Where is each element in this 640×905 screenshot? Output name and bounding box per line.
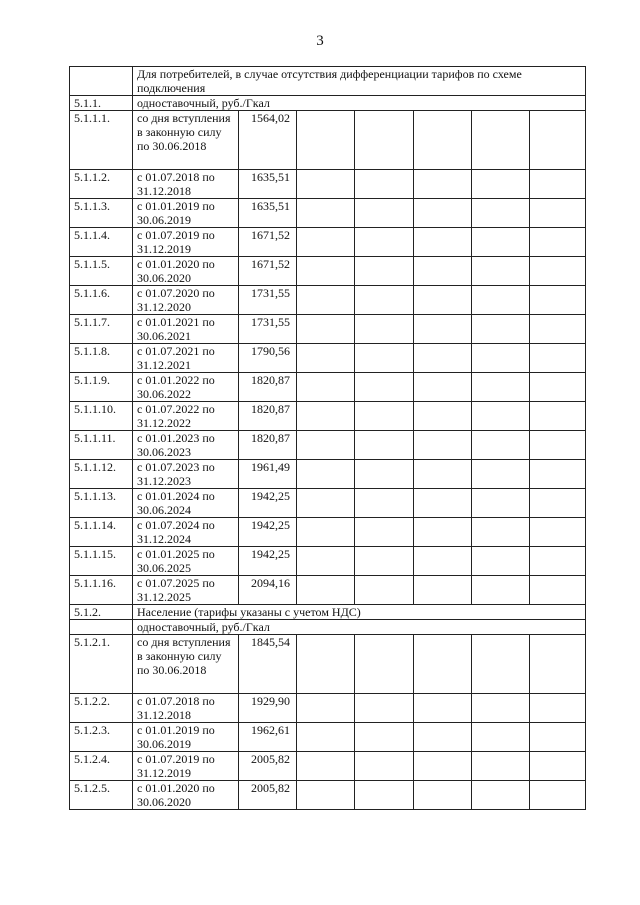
- period-cell: с 01.07.2022 по 31.12.2022: [133, 402, 239, 431]
- group-number: 5.1.1.: [70, 96, 133, 111]
- empty-cell: [414, 228, 472, 257]
- tariff-table-container: [69, 66, 585, 830]
- empty-cell: [355, 723, 414, 752]
- empty-cell: [530, 723, 586, 752]
- empty-cell: [355, 402, 414, 431]
- empty-cell: [472, 489, 530, 518]
- group-row: [70, 96, 586, 111]
- empty-cell: [414, 723, 472, 752]
- empty-cell: [530, 111, 586, 170]
- empty-cell: [297, 111, 355, 170]
- empty-cell: [355, 257, 414, 286]
- tariff-value: 1790,56: [239, 344, 297, 373]
- row-number-cell: [70, 67, 133, 96]
- tariff-row: [70, 228, 586, 257]
- empty-cell: [472, 694, 530, 723]
- tariff-row: [70, 402, 586, 431]
- empty-cell: [297, 257, 355, 286]
- row-number: 5.1.1.10.: [70, 402, 133, 431]
- empty-cell: [297, 460, 355, 489]
- row-number: 5.1.1.3.: [70, 199, 133, 228]
- tariff-value: 2005,82: [239, 781, 297, 810]
- empty-cell: [472, 723, 530, 752]
- empty-cell: [355, 199, 414, 228]
- tariff-table: [69, 66, 586, 810]
- period-cell: с 01.07.2019 по 31.12.2019: [133, 752, 239, 781]
- empty-cell: [530, 402, 586, 431]
- empty-cell: [355, 111, 414, 170]
- empty-cell: [414, 431, 472, 460]
- empty-cell: [355, 460, 414, 489]
- empty-cell: [414, 373, 472, 402]
- empty-cell: [355, 431, 414, 460]
- period-cell: со дня вступления в законную силу по 30.06.2018: [133, 635, 239, 694]
- empty-cell: [297, 315, 355, 344]
- period-cell: с 01.01.2023 по 30.06.2023: [133, 431, 239, 460]
- empty-cell: [414, 576, 472, 605]
- section-header: Население (тарифы указаны с учетом НДС): [133, 605, 586, 620]
- tariff-table-body: [70, 67, 586, 810]
- tariff-row: [70, 694, 586, 723]
- row-number-cell: [70, 620, 133, 635]
- group-label: одноставочный, руб./Гкал: [133, 96, 586, 111]
- empty-cell: [355, 489, 414, 518]
- empty-cell: [414, 402, 472, 431]
- group-label: одноставочный, руб./Гкал: [133, 620, 586, 635]
- tariff-value: 1845,54: [239, 635, 297, 694]
- row-number: 5.1.2.4.: [70, 752, 133, 781]
- empty-cell: [472, 199, 530, 228]
- tariff-row: [70, 431, 586, 460]
- empty-cell: [297, 489, 355, 518]
- empty-cell: [472, 286, 530, 315]
- empty-cell: [472, 373, 530, 402]
- empty-cell: [355, 576, 414, 605]
- empty-cell: [297, 518, 355, 547]
- empty-cell: [530, 257, 586, 286]
- empty-cell: [297, 781, 355, 810]
- empty-cell: [355, 518, 414, 547]
- empty-cell: [414, 286, 472, 315]
- row-number: 5.1.1.9.: [70, 373, 133, 402]
- empty-cell: [414, 635, 472, 694]
- empty-cell: [297, 373, 355, 402]
- row-number: 5.1.2.1.: [70, 635, 133, 694]
- tariff-row: [70, 752, 586, 781]
- empty-cell: [472, 460, 530, 489]
- row-number: 5.1.1.7.: [70, 315, 133, 344]
- tariff-value: 1820,87: [239, 373, 297, 402]
- group-row: [70, 620, 586, 635]
- empty-cell: [414, 257, 472, 286]
- empty-cell: [414, 460, 472, 489]
- tariff-row: [70, 576, 586, 605]
- empty-cell: [414, 694, 472, 723]
- tariff-value: 1671,52: [239, 257, 297, 286]
- empty-cell: [530, 315, 586, 344]
- period-cell: с 01.07.2018 по 31.12.2018: [133, 170, 239, 199]
- tariff-row: [70, 170, 586, 199]
- empty-cell: [530, 286, 586, 315]
- empty-cell: [297, 752, 355, 781]
- empty-cell: [472, 170, 530, 199]
- empty-cell: [472, 781, 530, 810]
- empty-cell: [414, 752, 472, 781]
- empty-cell: [530, 460, 586, 489]
- row-number: 5.1.1.12.: [70, 460, 133, 489]
- empty-cell: [530, 228, 586, 257]
- tariff-value: 2005,82: [239, 752, 297, 781]
- tariff-row: [70, 547, 586, 576]
- row-number: 5.1.2.2.: [70, 694, 133, 723]
- empty-cell: [530, 781, 586, 810]
- row-number: 5.1.1.14.: [70, 518, 133, 547]
- period-cell: с 01.01.2024 по 30.06.2024: [133, 489, 239, 518]
- tariff-row: [70, 315, 586, 344]
- empty-cell: [355, 694, 414, 723]
- empty-cell: [297, 547, 355, 576]
- section-header-row: [70, 67, 586, 96]
- empty-cell: [297, 431, 355, 460]
- tariff-row: [70, 257, 586, 286]
- empty-cell: [355, 315, 414, 344]
- empty-cell: [414, 199, 472, 228]
- row-number: 5.1.2.5.: [70, 781, 133, 810]
- empty-cell: [297, 402, 355, 431]
- empty-cell: [472, 752, 530, 781]
- row-number: 5.1.1.11.: [70, 431, 133, 460]
- empty-cell: [472, 547, 530, 576]
- empty-cell: [472, 402, 530, 431]
- tariff-value: 1635,51: [239, 199, 297, 228]
- period-cell: с 01.07.2024 по 31.12.2024: [133, 518, 239, 547]
- tariff-row: [70, 199, 586, 228]
- section-number: 5.1.2.: [70, 605, 133, 620]
- period-cell: с 01.07.2020 по 31.12.2020: [133, 286, 239, 315]
- tariff-row: [70, 373, 586, 402]
- row-number: 5.1.1.4.: [70, 228, 133, 257]
- tariff-value: 1731,55: [239, 286, 297, 315]
- row-number: 5.1.1.1.: [70, 111, 133, 170]
- tariff-value: 1942,25: [239, 518, 297, 547]
- tariff-row: [70, 344, 586, 373]
- period-cell: с 01.01.2022 по 30.06.2022: [133, 373, 239, 402]
- period-cell: с 01.01.2020 по 30.06.2020: [133, 781, 239, 810]
- row-number: 5.1.1.5.: [70, 257, 133, 286]
- tariff-row: [70, 460, 586, 489]
- empty-cell: [414, 518, 472, 547]
- empty-cell: [355, 373, 414, 402]
- page-number: 3: [316, 33, 324, 49]
- empty-cell: [472, 111, 530, 170]
- empty-cell: [414, 781, 472, 810]
- tariff-value: 1820,87: [239, 402, 297, 431]
- tariff-row: [70, 781, 586, 810]
- tariff-value: 1671,52: [239, 228, 297, 257]
- row-number: 5.1.1.13.: [70, 489, 133, 518]
- section-header: Для потребителей, в случае отсутствия дифференциации тарифов по схеме подключения: [133, 67, 586, 96]
- empty-cell: [355, 635, 414, 694]
- empty-cell: [414, 489, 472, 518]
- empty-cell: [297, 635, 355, 694]
- period-cell: с 01.07.2025 по 31.12.2025: [133, 576, 239, 605]
- tariff-value: 2094,16: [239, 576, 297, 605]
- tariff-row: [70, 489, 586, 518]
- tariff-row: [70, 635, 586, 694]
- empty-cell: [530, 170, 586, 199]
- period-cell: с 01.01.2025 по 30.06.2025: [133, 547, 239, 576]
- empty-cell: [472, 344, 530, 373]
- tariff-row: [70, 286, 586, 315]
- period-cell: с 01.07.2019 по 31.12.2019: [133, 228, 239, 257]
- tariff-row: [70, 518, 586, 547]
- period-cell: с 01.01.2020 по 30.06.2020: [133, 257, 239, 286]
- empty-cell: [530, 576, 586, 605]
- empty-cell: [355, 752, 414, 781]
- empty-cell: [530, 431, 586, 460]
- empty-cell: [414, 315, 472, 344]
- tariff-value: 1942,25: [239, 547, 297, 576]
- period-cell: со дня вступления в законную силу по 30.06.2018: [133, 111, 239, 170]
- empty-cell: [297, 286, 355, 315]
- period-cell: с 01.07.2021 по 31.12.2021: [133, 344, 239, 373]
- row-number: 5.1.2.3.: [70, 723, 133, 752]
- empty-cell: [530, 635, 586, 694]
- empty-cell: [530, 547, 586, 576]
- period-cell: с 01.01.2019 по 30.06.2019: [133, 723, 239, 752]
- tariff-row: [70, 111, 586, 170]
- empty-cell: [355, 344, 414, 373]
- empty-cell: [297, 576, 355, 605]
- period-cell: с 01.01.2019 по 30.06.2019: [133, 199, 239, 228]
- empty-cell: [414, 111, 472, 170]
- period-cell: с 01.07.2018 по 31.12.2018: [133, 694, 239, 723]
- tariff-value: 1961,49: [239, 460, 297, 489]
- empty-cell: [530, 489, 586, 518]
- empty-cell: [472, 315, 530, 344]
- empty-cell: [472, 635, 530, 694]
- period-cell: с 01.01.2021 по 30.06.2021: [133, 315, 239, 344]
- tariff-row: [70, 723, 586, 752]
- empty-cell: [355, 781, 414, 810]
- empty-cell: [530, 752, 586, 781]
- empty-cell: [297, 228, 355, 257]
- empty-cell: [355, 228, 414, 257]
- tariff-value: 1820,87: [239, 431, 297, 460]
- row-number: 5.1.1.8.: [70, 344, 133, 373]
- empty-cell: [414, 547, 472, 576]
- tariff-value: 1929,90: [239, 694, 297, 723]
- empty-cell: [355, 286, 414, 315]
- empty-cell: [297, 694, 355, 723]
- empty-cell: [472, 518, 530, 547]
- period-cell: с 01.07.2023 по 31.12.2023: [133, 460, 239, 489]
- empty-cell: [472, 228, 530, 257]
- empty-cell: [530, 199, 586, 228]
- tariff-value: 1635,51: [239, 170, 297, 199]
- empty-cell: [530, 694, 586, 723]
- empty-cell: [530, 344, 586, 373]
- empty-cell: [472, 257, 530, 286]
- empty-cell: [297, 199, 355, 228]
- empty-cell: [530, 373, 586, 402]
- row-number: 5.1.1.2.: [70, 170, 133, 199]
- empty-cell: [297, 344, 355, 373]
- empty-cell: [472, 576, 530, 605]
- empty-cell: [414, 170, 472, 199]
- empty-cell: [355, 170, 414, 199]
- empty-cell: [414, 344, 472, 373]
- tariff-value: 1962,61: [239, 723, 297, 752]
- empty-cell: [297, 170, 355, 199]
- row-number: 5.1.1.15.: [70, 547, 133, 576]
- section-header-row: [70, 605, 586, 620]
- empty-cell: [355, 547, 414, 576]
- empty-cell: [530, 518, 586, 547]
- row-number: 5.1.1.16.: [70, 576, 133, 605]
- tariff-value: 1942,25: [239, 489, 297, 518]
- tariff-value: 1564,02: [239, 111, 297, 170]
- empty-cell: [297, 723, 355, 752]
- tariff-value: 1731,55: [239, 315, 297, 344]
- row-number: 5.1.1.6.: [70, 286, 133, 315]
- empty-cell: [472, 431, 530, 460]
